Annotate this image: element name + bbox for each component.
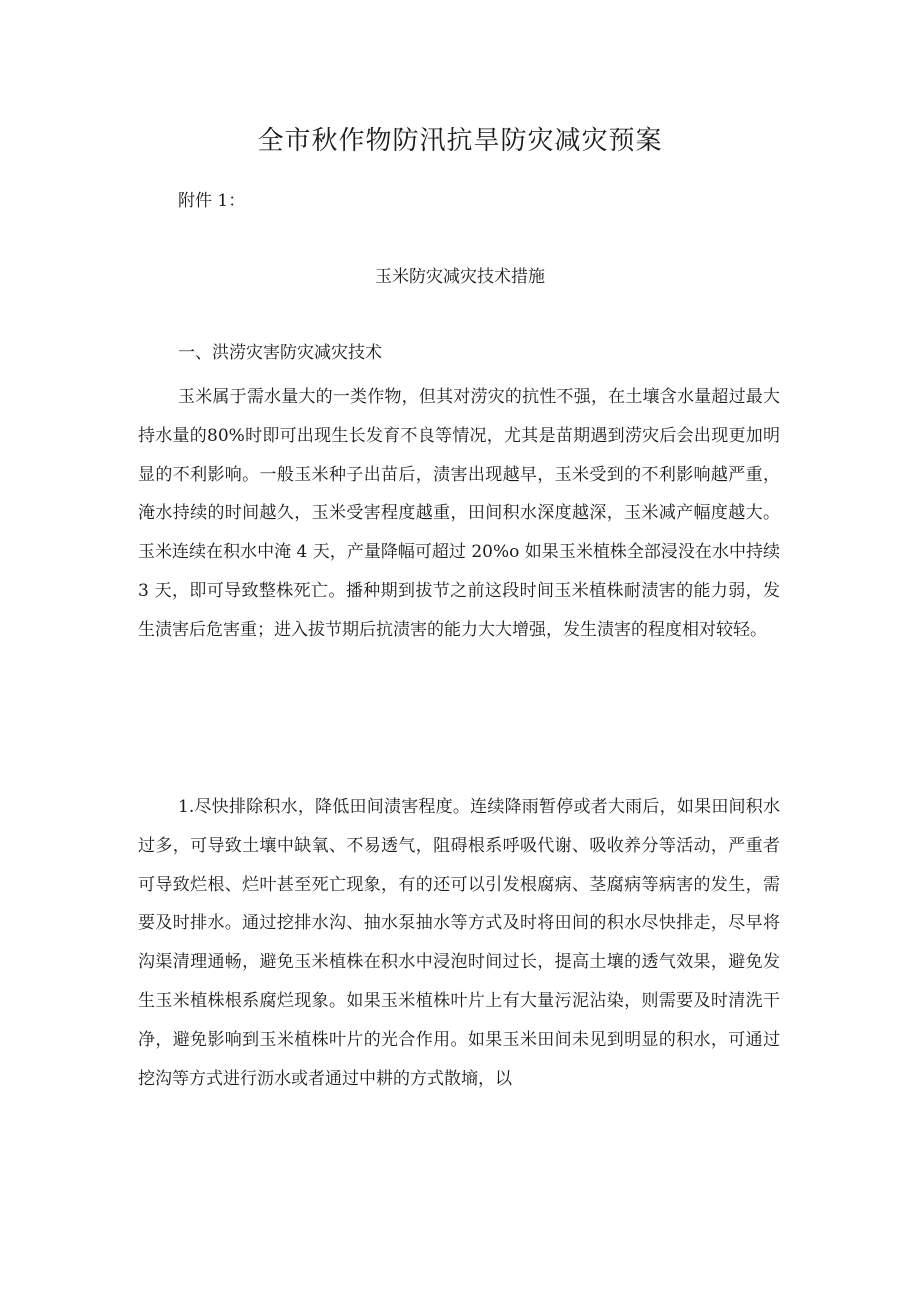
attachment-label: 附件 1： <box>178 191 246 211</box>
body-paragraph: 玉米属于需水量大的一类作物，但其对涝灾的抗性不强，在土壤含水量超过最大持水量的80%时即可出现生长发育不良等情况，尤其是苗期遇到涝灾后会出现更加明显的不利影响。一般玉米种子出苗后，渍害出现越早，玉米受到的不利影响越严重，淹水持续的时间越久，玉米受害程度越重，田间积水深度越深，玉米减产幅度越大。玉米连续在积水中淹 4 天，产量降幅可超过 20%o 如果玉米植株全部浸没在水中持续 3 天，即可导致整株死亡。播种期到拔节之前这段时间玉米植株耐渍害的能力弱，发生渍害后危害重；进入拔节期后抗渍害的能力大大增强，发生渍害的程度相对较轻。 <box>138 387 780 640</box>
document-title: 全市秋作物防汛抗旱防灾减灾预案 <box>257 126 663 156</box>
body-paragraph: 1.尽快排除积水，降低田间渍害程度。连续降雨暂停或者大雨后，如果田间积水过多，可导致土壤中缺氧、不易透气，阻碍根系呼吸代谢、吸收养分等活动，严重者可导致烂根、烂叶甚至死亡现象，有的还可以引发根腐病、茎腐病等病害的发生，需要及时排水。通过挖排水沟、抽水泵抽水等方式及时将田间的积水尽快排走，尽早将沟渠清理通畅，避免玉米植株在积水中浸泡时间过长，提高土壤的透气效果，避免发生玉米植株根系腐烂现象。如果玉米植株叶片上有大量污泥沾染，则需要及时清洗干净，避免影响到玉米植株叶片的光合作用。如果玉米田间未见到明显的积水，可通过挖沟等方式进行沥水或者通过中耕的方式散墒，以 <box>138 797 780 1089</box>
section-heading: 一、洪涝灾害防灾减灾技术 <box>178 343 382 363</box>
document-subtitle: 玉米防灾减灾技术措施 <box>375 267 545 287</box>
